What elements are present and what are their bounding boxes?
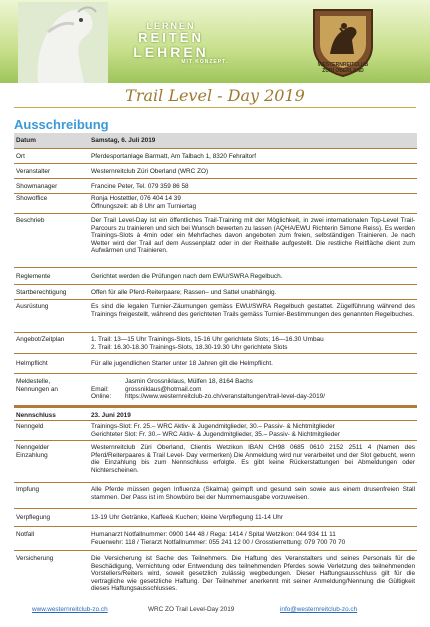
row-value (91, 531, 415, 546)
row-einzahlung (14, 441, 417, 483)
row-label: Beschrieb (16, 217, 45, 224)
row-ausruestung (14, 300, 417, 333)
row-helmpflicht (14, 354, 417, 374)
row-label: Notfall (16, 531, 35, 538)
row-ort (14, 149, 417, 164)
meldestelle-label-2: Nennungen an (16, 385, 58, 393)
slogan-line-2: REITEN (138, 30, 204, 46)
row-label: Veranstalter (16, 168, 51, 175)
club-name-line-2: ZÜRI OBERLAND (322, 68, 364, 74)
row-value: Westernreitclub Züri Oberland (WRC ZO) (91, 168, 209, 175)
header-banner (0, 0, 430, 83)
document-title: Trail Level - Day 2019 (125, 86, 305, 105)
nenngeld-training: Trainings-Slot: Fr. 25.– WRC Aktiv- & Jugendmitglieder, 30.– Passiv- & Nichtmitglieder (91, 423, 335, 430)
row-value: Der Trail Level-Day ist ein öffentliches Trail-Training mit der Möglichkeit, in zwei internationalen Top-Level Trail-Parcours zu trainieren und sich bei Wunsch bewerten zu lassen (AQHA/EWU Richterin Simone Reiss). Es werden Trainings-Slots à 4min oder ein Mehrfaches davon angeboten zum freien, selbständigen Trainieren. Je nach Wetter wird der Trail auf dem Aussenplatz oder in der Reithalle aufgestellt. Die restliche Reitfläche dient zum Aufwärmen und Trainieren. (91, 217, 415, 255)
title-divider (14, 107, 416, 108)
row-value (91, 336, 415, 351)
slogan-line-1: LERNEN (146, 21, 196, 31)
row-showmanager (14, 179, 417, 194)
club-name (302, 62, 384, 74)
online-link[interactable]: https://www.westernreitclub-zo.ch/veranstaltungen/trail-level-day-2019/ (125, 393, 325, 401)
row-value: Gerichtet werden die Prüfungen nach dem EWU/SWRA Regelbuch. (91, 273, 283, 280)
row-nenngeld (14, 421, 417, 441)
slogan-line-4: MIT KONZEPT. (181, 58, 228, 65)
row-label: Impfung (16, 486, 40, 493)
row-label (14, 378, 88, 393)
showoffice-hours: Öffnungszeit: ab 8 Uhr am Turniertag (91, 202, 197, 210)
row-value: Westernreitclub Züri Oberland, Clientis Wetzikon IBAN CH98 0685 0610 2152 2511 4 (Namen des Pferd/Reiterpaares & Trail Level- Day vermerken) Die Anmeldung wird nur verarbeitet und der Slot gebucht, wenn die Einzahlung bis zum Nennschluss erfolgte. Es gibt keine Rückerstattungen bei Abmeldungen oder Nichterscheinen. (91, 444, 415, 474)
notfall-line-1: Humanarzt Notfallnummer: 0900 144 48 / Rega: 1414 / Spital Wetzikon: 044 934 11 11 (91, 531, 336, 538)
row-value: Offen für alle Pferd-Reiterpaare; Rassen– und Sattel unabhängig. (91, 289, 277, 296)
announcement-table (14, 133, 417, 595)
angebot-trail-2: 2. Trail: 16.30-18.30 Trainings-Slots, 18.30-19.30 Uhr gerichtete Slots (91, 343, 288, 351)
footer-center-text: WRC ZO Trail Level-Day 2019 (148, 606, 235, 613)
row-value: Die Versicherung ist Sache des Teilnehmers. Die Haftung des Veranstalters und seines Personals für die Beschädigung, Vernichtung oder Entwendung des teilnehmenden Pferdes sowie Verletzung des teilnehmenden Vorstellers/Reiters wird, soweit gesetzlich zulässig wegbedungen. Dieser Haftungsausschluss gilt für die vertragliche wie gesetzliche Haftung. Der Teilnehmer anerkennt mit seiner Anmeldung/Nennung die Gültigkeit dieses Haftungsausschlusses. (91, 555, 415, 593)
email-link[interactable]: grossniklaus@hotmail.com (125, 385, 202, 393)
row-impfung (14, 483, 417, 509)
online-line (91, 393, 415, 401)
footer-email-link[interactable]: info@westernreitclub-zo.ch (280, 606, 358, 613)
row-value (91, 423, 415, 438)
slogan-line-3: LEHREN (133, 44, 209, 61)
row-value: Es sind die legalen Turnier-Zäumungen gemäss EWU/SWRA Regelbuch gestattet. Zügelführung während des Trainings freigestellt, während des gerichteten Trails gemäss Turnier-Bestimmungen des genannten Regelbuches. (91, 303, 415, 318)
horse-photo (18, 2, 108, 83)
row-value: Für alle jugendlichen Starter unter 18 Jahren gilt die Helmpflicht. (91, 360, 273, 367)
row-verpflegung (14, 509, 417, 527)
nenngeld-gerichtet: Gerichteter Slot: Fr. 30.– WRC Aktiv- & Jugendmitglieder, 35.– Passiv- & Nichtmitglieder (91, 430, 340, 438)
row-angebot (14, 333, 417, 354)
row-notfall (14, 527, 417, 551)
row-value: Francine Peter, Tel. 079 359 86 58 (91, 183, 189, 190)
online-key: Online: (91, 393, 112, 401)
row-datum (14, 133, 417, 149)
row-label: Versicherung (16, 555, 54, 562)
row-value: 13-19 Uhr Getränke, Kaffee& Kuchen; kleine Verpflegung 11-14 Uhr (91, 514, 283, 521)
row-startberechtigung (14, 285, 417, 300)
row-label: Nennschluss (16, 412, 56, 419)
row-label: Helmpflicht (16, 360, 48, 367)
row-label: Nenngeld (16, 423, 44, 430)
row-value (91, 378, 415, 401)
row-value: Alle Pferde müssen gegen Influenza (Skalma) geimpft und gesund sein sowie aus einem drusenfreien Stall stammen. Der Pass ist im Showbüro bei der Nummernausgabe vorzuweisen. (91, 486, 415, 501)
angebot-trail-1: 1. Trail: 13—15 Uhr Trainings-Slots, 15-16 Uhr gerichtete Slots; 16—16.30 Umbau (91, 336, 324, 343)
row-showoffice (14, 194, 417, 214)
row-value: Samstag, 6. Juli 2019 (91, 137, 156, 144)
row-meldestelle (14, 374, 417, 406)
einzahlung-label-2: Einzahlung (16, 451, 48, 459)
row-nennschluss (14, 406, 417, 421)
einzahlung-label-1: Nenngelder (16, 444, 50, 451)
meldestelle-name: Jasmin Grossniklaus, Mülfen 18, 8164 Bachs (125, 378, 253, 385)
club-name-line-1: WESTERNREITCLUB (317, 62, 369, 68)
notfall-line-2: Feuerwehr: 118 / Tierarzt Notfallnummer: 055 241 12 00 / Grosstierrettung: 079 700 70 70 (91, 538, 346, 546)
row-label: Datum (16, 137, 36, 144)
section-title: Ausschreibung (14, 117, 109, 132)
row-label: Showmanager (16, 183, 58, 190)
showoffice-contact: Ronja Hostettler, 076 404 14 39 (91, 195, 181, 202)
row-label (14, 444, 88, 459)
row-label: Ort (16, 153, 25, 160)
email-key: Email: (91, 385, 109, 393)
row-label: Verpflegung (16, 514, 51, 521)
row-reglemente (14, 268, 417, 285)
row-value: 23. Juni 2019 (91, 412, 131, 419)
slogan (106, 22, 236, 65)
row-versicherung (14, 551, 417, 595)
meldestelle-label-1: Meldestelle, (16, 378, 51, 385)
row-veranstalter (14, 164, 417, 179)
row-label: Reglemente (16, 273, 51, 280)
footer-website-link[interactable]: www.westernreitclub-zo.ch (32, 606, 108, 613)
row-beschrieb (14, 214, 417, 268)
row-value: Pferdesportanlage Barmatt, Am Talbach 1, 8320 Fehraltorf (91, 153, 257, 160)
row-label: Angebot/Zeitplan (16, 336, 65, 343)
row-label: Showoffice (16, 195, 48, 202)
row-value (91, 195, 415, 210)
row-label: Ausrüstung (16, 303, 49, 310)
email-line (91, 386, 415, 394)
row-label: Startberechtigung (16, 289, 67, 296)
